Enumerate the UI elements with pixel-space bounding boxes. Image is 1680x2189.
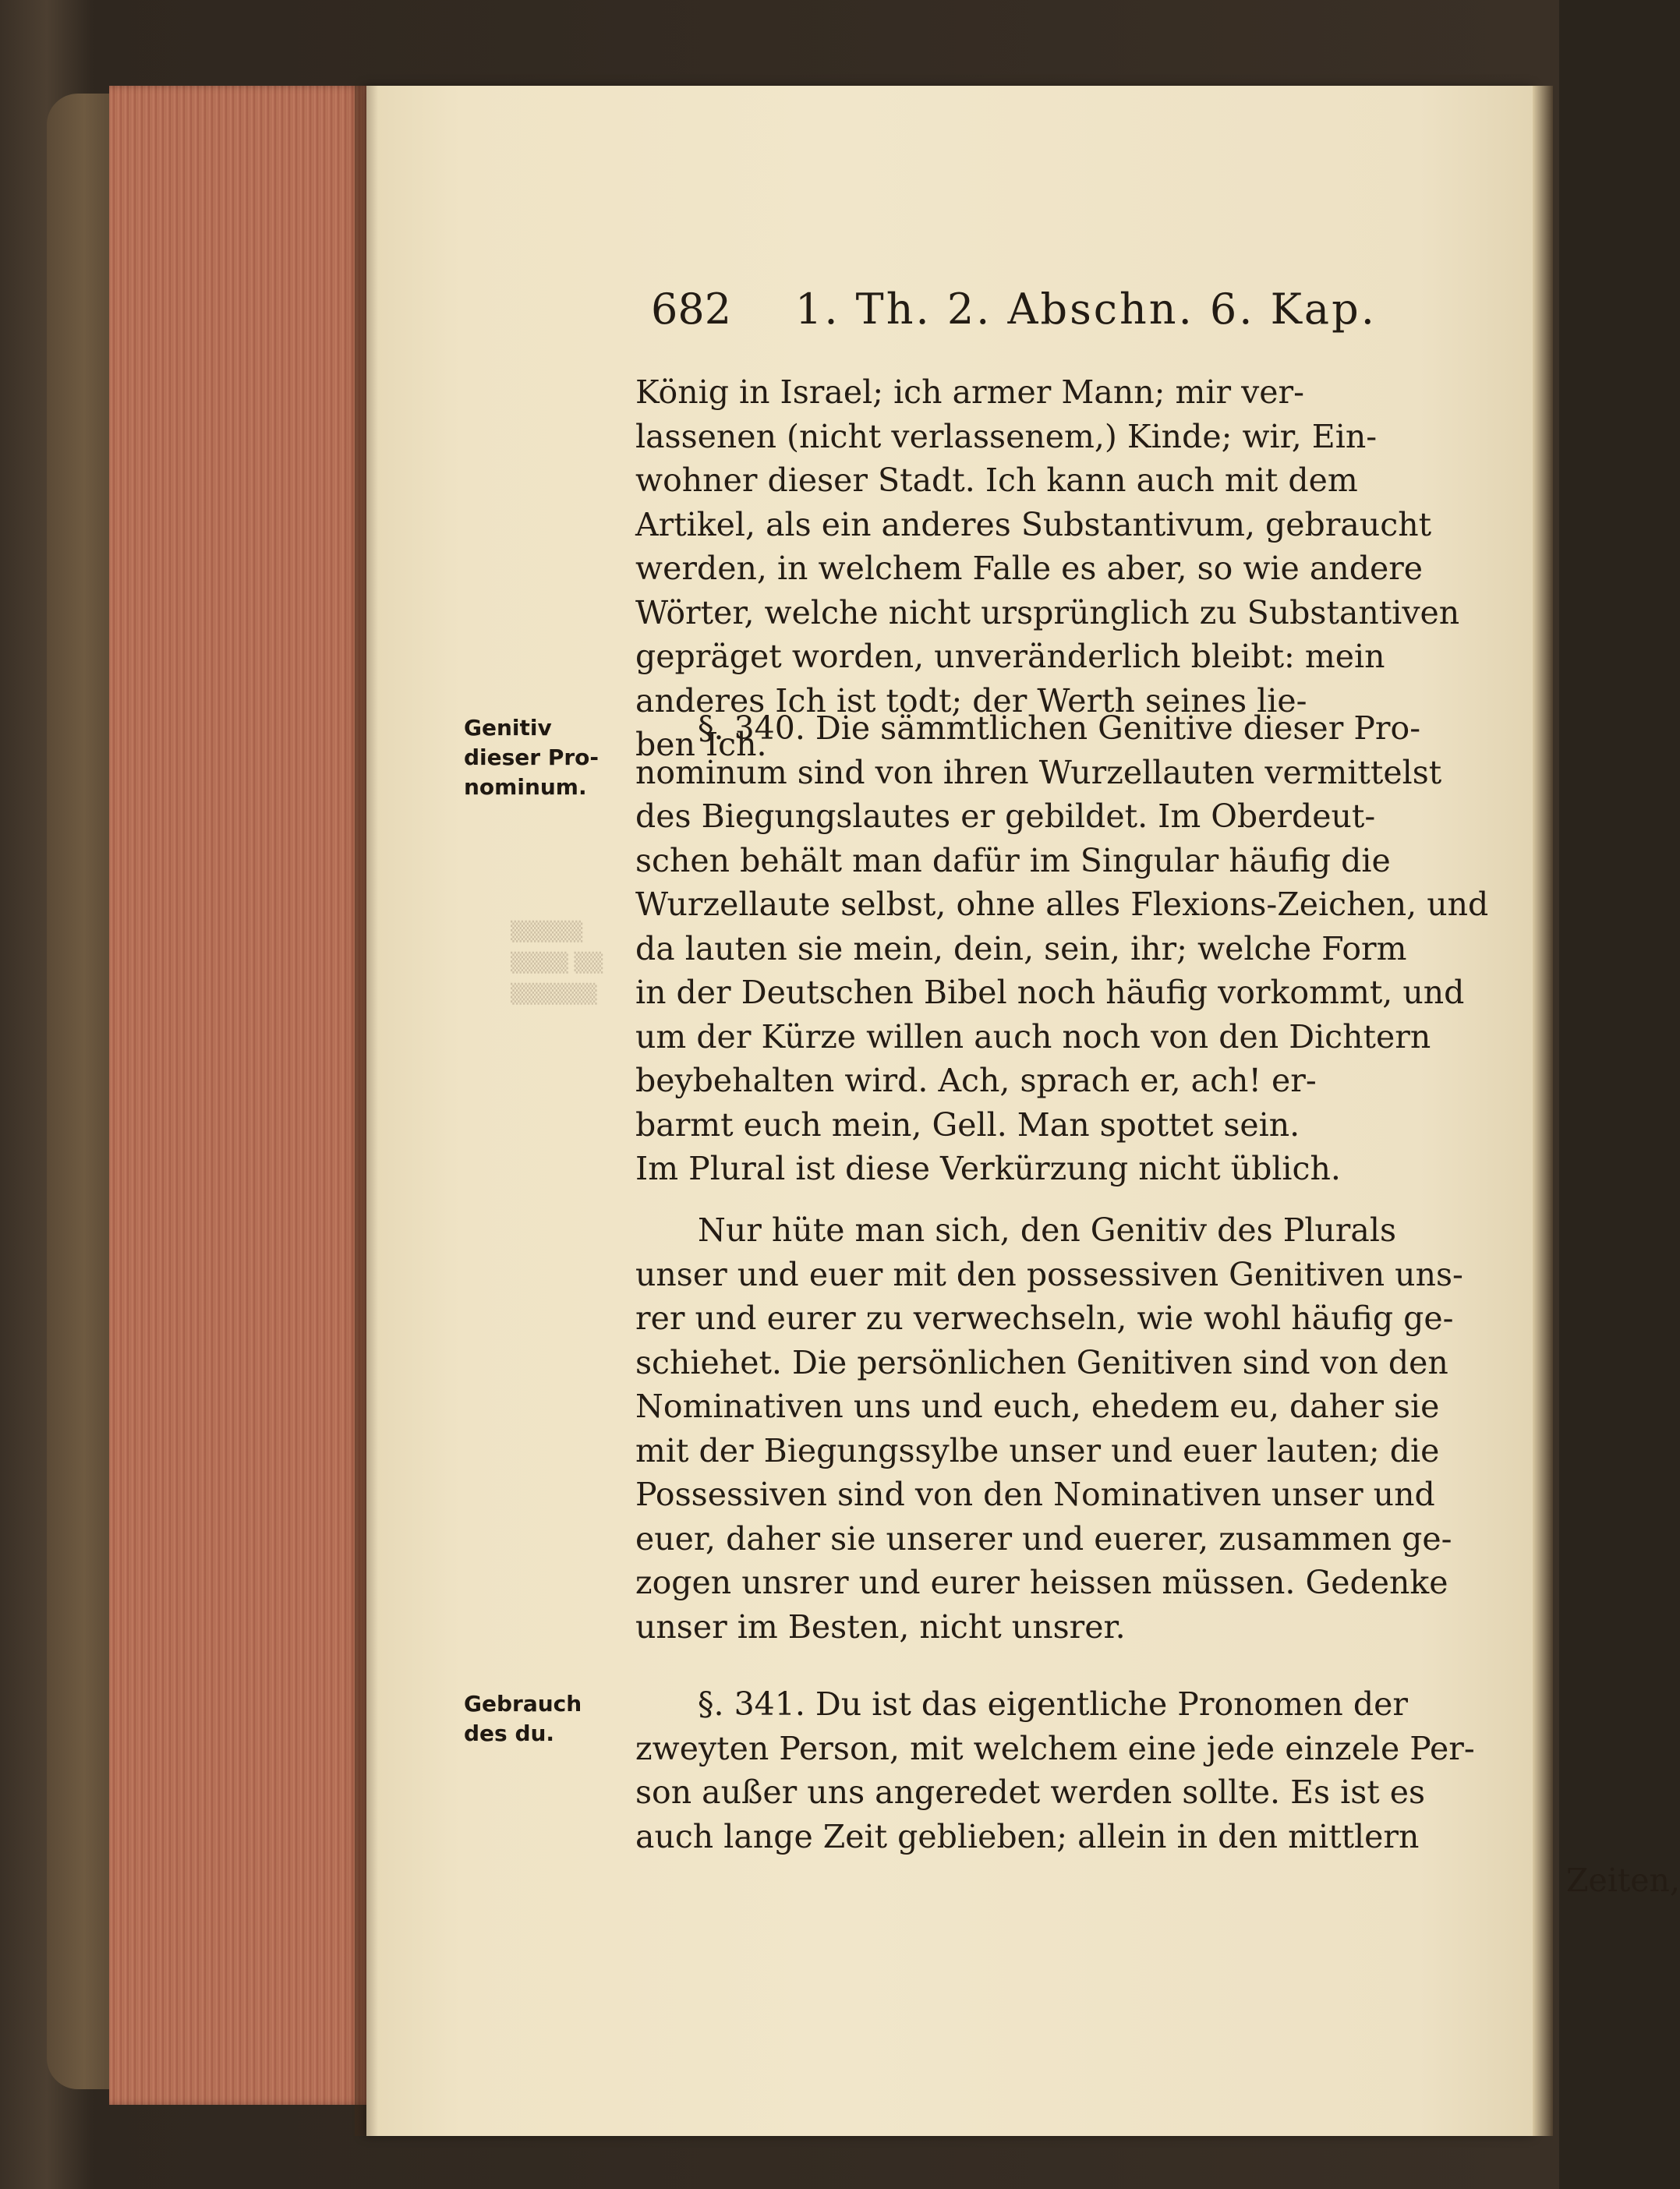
- margin-note-line: dieser Pro-: [464, 744, 599, 770]
- margin-note-line: Genitiv: [464, 715, 552, 741]
- text-line: unser im Besten, nicht unsrer.: [635, 1607, 1126, 1646]
- text-line: anderes Ich ist todt; der Werth seines lie-: [635, 681, 1307, 720]
- page-number: 682: [651, 285, 732, 334]
- text-line: Nominativen uns und euch, ehedem eu, daher sie: [635, 1388, 1440, 1425]
- page-block-edges: [109, 86, 374, 2105]
- text-line: des Biegungslautes er gebildet. Im Oberdeut-: [635, 797, 1376, 835]
- text-line: Artikel, als ein anderes Substantivum, gebraucht: [635, 505, 1432, 543]
- book-page: [366, 86, 1680, 2136]
- text-line: gepräget worden, unveränderlich bleibt: mein: [635, 638, 1385, 675]
- text-line: da lauten sie mein, dein, sein, ihr; welche Form: [635, 929, 1407, 967]
- margin-note-line: nominum.: [464, 774, 587, 800]
- text-line: zweyten Person, mit welchem eine jede einzele Per-: [635, 1729, 1475, 1767]
- text-line: barmt euch mein, Gell. Man spottet sein.: [635, 1105, 1300, 1144]
- text-line: schiehet. Die persönlichen Genitiven sind von den: [635, 1343, 1448, 1381]
- margin-note-genitiv: [464, 713, 628, 802]
- section-340-paragraph: [635, 706, 1680, 1191]
- running-head: [651, 285, 1672, 347]
- text-line: mit der Biegungssylbe unser und euer lauten; die: [635, 1431, 1440, 1469]
- text-line: Wörter, welche nicht ursprünglich zu Substantiven: [635, 593, 1460, 631]
- margin-note-line: des du.: [464, 1720, 555, 1746]
- margin-note-line: Gebrauch: [464, 1691, 582, 1717]
- text-line: rer und eurer zu verwechseln, wie wohl häufig ge-: [635, 1300, 1454, 1337]
- text-line: auch lange Zeit geblieben; allein in den mittlern: [635, 1817, 1420, 1855]
- show-through-margin-note: ▒▒▒▒▒ ▒▒▒▒ ▒▒ ▒▒▒▒▒▒: [511, 921, 603, 1005]
- text-line: nominum sind von ihren Wurzellauten vermittelst: [635, 753, 1442, 791]
- text-line: lassenen (nicht verlassenem,) Kinde; wir, Ein-: [635, 417, 1378, 455]
- text-line: König in Israel; ich armer Mann; mir ver-: [635, 373, 1304, 411]
- text-line: Possessiven sind von den Nominativen unser und: [635, 1476, 1435, 1513]
- text-line: unser und euer mit den possessiven Genitiven uns-: [635, 1255, 1463, 1293]
- text-line: euer, daher sie unserer und euerer, zusammen ge-: [635, 1519, 1452, 1558]
- catchword: Zeiten,: [1565, 1862, 1680, 1899]
- text-line: §. 341. Du ist das eigentliche Pronomen der: [698, 1685, 1408, 1723]
- margin-note-gebrauch: [464, 1689, 628, 1749]
- text-line: son außer uns angeredet werden sollte. Es ist es: [635, 1773, 1426, 1811]
- text-line: §. 340. Die sämmtlichen Genitive dieser Pro-: [698, 709, 1421, 747]
- text-line: ben Ich.: [635, 726, 767, 763]
- text-line: um der Kürze willen auch noch von den Dichtern: [635, 1017, 1431, 1056]
- text-line: schen behält man dafür im Singular häufig die: [635, 841, 1391, 879]
- text-line: zogen unsrer und eurer heissen müssen. Gedenke: [635, 1564, 1448, 1601]
- text-line: Nur hüte man sich, den Genitiv des Plurals: [698, 1211, 1396, 1249]
- section-341-paragraph: [635, 1682, 1680, 1903]
- text-line: in der Deutschen Bibel noch häufig vorkommt, und: [635, 974, 1465, 1011]
- text-line: wohner dieser Stadt. Ich kann auch mit dem: [635, 461, 1358, 499]
- text-line: beybehalten wird. Ach, sprach er, ach! er-: [635, 1062, 1317, 1099]
- page-gutter-shadow: [355, 86, 378, 2136]
- text-line: Im Plural ist diese Verkürzung nicht üblich.: [635, 1150, 1341, 1187]
- text-line: werden, in welchem Falle es aber, so wie andere: [635, 550, 1424, 587]
- running-title: 1. Th. 2. Abschn. 6. Kap.: [795, 285, 1377, 334]
- plural-genitive-paragraph: [635, 1208, 1680, 1649]
- text-line: Wurzellaute selbst, ohne alles Flexions-Zeichen, und: [635, 886, 1489, 923]
